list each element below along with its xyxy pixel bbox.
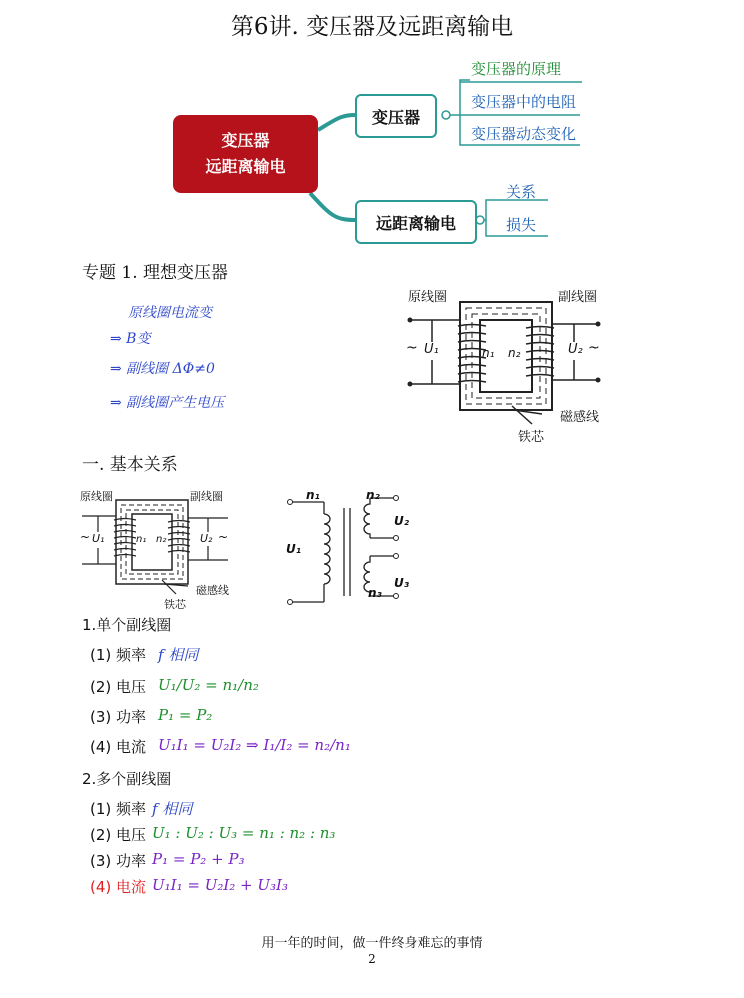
- mind-map-root-line2: 远距离输电: [205, 157, 286, 176]
- transformer-figure-large: [402, 284, 622, 444]
- small-label-u1: U₁: [92, 532, 105, 545]
- multi-coil-heading: 2.多个副线圈: [82, 770, 172, 788]
- single-row-label: (2) 电压: [90, 678, 147, 696]
- small-label-n2: n₂: [156, 534, 167, 545]
- single-row-formula: U₁/U₂ = n₁/n₂: [158, 676, 259, 694]
- transformer-figure-small: [78, 488, 238, 612]
- label-secondary-coil: 副线圈: [558, 290, 598, 305]
- schematic-n1: n₁: [306, 488, 320, 502]
- small-label-flux: 磁感线: [196, 584, 229, 597]
- multi-row-label: (1) 频率: [90, 800, 147, 818]
- multi-row-label: (3) 功率: [90, 852, 147, 870]
- label-core: 铁芯: [518, 430, 545, 445]
- mind-map-leaf-loss: 损失: [506, 216, 537, 234]
- label-tilde-left: ~: [406, 340, 418, 356]
- mind-map-node-transmission: 远距离输电: [355, 200, 477, 244]
- label-u1: U₁: [424, 342, 439, 357]
- single-row-formula: f 相同: [158, 646, 199, 664]
- label-n1: n₁: [482, 346, 495, 360]
- mind-map-leaf-resistance: 变压器中的电阻: [471, 93, 577, 111]
- single-row-formula: U₁I₁ = U₂I₂ ⇒ I₁/I₂ = n₂/n₁: [158, 736, 351, 754]
- page-number: 2: [368, 952, 376, 966]
- multi-row-formula: f 相同: [152, 800, 193, 818]
- schematic-u3: U₃: [394, 576, 409, 590]
- single-row-formula: P₁ = P₂: [158, 706, 213, 724]
- schematic-u1: U₁: [286, 542, 301, 556]
- hand-note-4: ⇒ 副线圈产生电压: [110, 395, 225, 411]
- schematic-n3: n₃: [368, 586, 382, 600]
- multi-row-formula: U₁I₁ = U₂I₂ + U₃I₃: [152, 876, 288, 894]
- label-n2: n₂: [508, 346, 521, 360]
- small-label-n1: n₁: [136, 534, 147, 545]
- small-label-u2: U₂: [200, 532, 213, 545]
- page-title: 第6讲. 变压器及远距离输电: [230, 14, 514, 40]
- small-label-tilde-left: ~: [80, 530, 91, 544]
- mind-map-leaf-relation: 关系: [506, 183, 537, 201]
- mind-map-node-transformer: 变压器: [355, 94, 437, 138]
- small-label-core: 铁芯: [164, 598, 186, 611]
- mind-map-root: [173, 115, 318, 193]
- three-coil-schematic: [280, 488, 420, 612]
- hand-note-1: 原线圈电流变: [128, 305, 212, 321]
- single-row-label: (4) 电流: [90, 738, 147, 756]
- schematic-n2: n₂: [366, 488, 380, 502]
- multi-row-formula: P₁ = P₂ + P₃: [152, 850, 245, 868]
- single-coil-heading: 1.单个副线圈: [82, 616, 172, 634]
- label-u2: U₂: [568, 342, 583, 357]
- mind-map-leaf-dynamic: 变压器动态变化: [471, 125, 577, 143]
- three-coil-drawing: [280, 488, 420, 612]
- multi-row-formula: U₁ : U₂ : U₃ = n₁ : n₂ : n₃: [152, 824, 336, 842]
- small-label-tilde-right: ~: [218, 530, 229, 544]
- small-label-secondary: 副线圈: [190, 490, 223, 503]
- label-flux: 磁感线: [560, 410, 600, 425]
- footer-motto: 用一年的时间，做一件终身难忘的事情: [261, 936, 483, 951]
- single-row-label: (1) 频率: [90, 646, 147, 664]
- section-basic-relations: 一. 基本关系: [82, 455, 178, 475]
- multi-row-label: (2) 电压: [90, 826, 147, 844]
- hand-note-3: ⇒ 副线圈 ΔΦ≠0: [110, 361, 215, 377]
- mind-map-leaf-principle: 变压器的原理: [471, 60, 562, 78]
- topic-heading: 专题 1. 理想变压器: [82, 263, 229, 283]
- label-primary-coil: 原线圈: [408, 290, 448, 305]
- multi-row-label: (4) 电流: [90, 878, 147, 896]
- mind-map-root-line1: 变压器: [221, 131, 270, 150]
- mind-map: [160, 50, 600, 250]
- small-label-primary: 原线圈: [80, 490, 113, 503]
- single-row-label: (3) 功率: [90, 708, 147, 726]
- hand-note-2: ⇒ B变: [110, 331, 151, 347]
- schematic-u2: U₂: [394, 514, 409, 528]
- label-tilde-right: ~: [588, 340, 600, 356]
